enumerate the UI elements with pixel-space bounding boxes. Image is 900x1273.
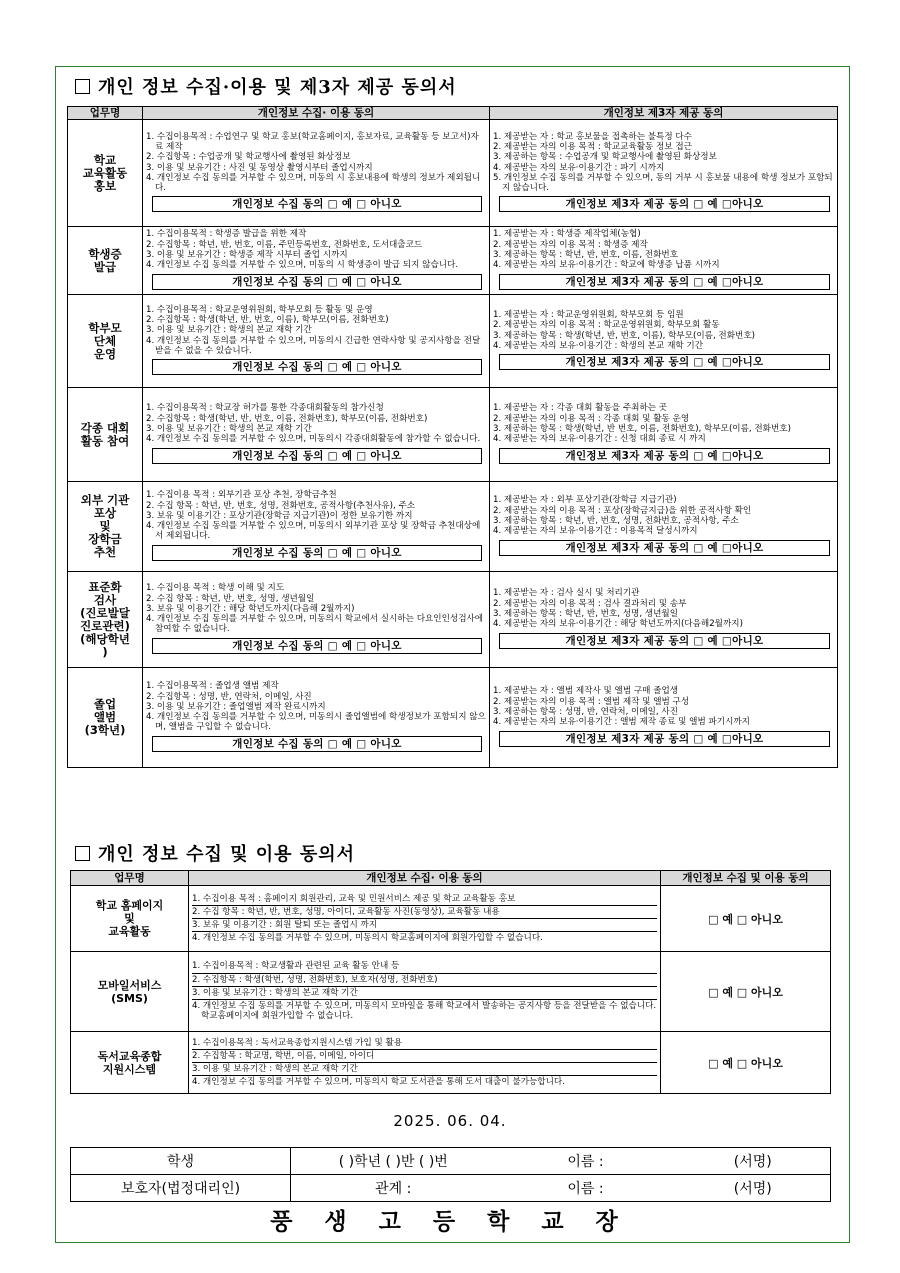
third-party-item: 2. 제공받는 자의 이용 목적 : 학교운영위원회, 학부모회 활동: [493, 320, 720, 331]
student-signature-field[interactable]: (서명): [676, 1148, 831, 1175]
third-party-items: [493, 686, 834, 727]
third-party-item: 3. 제공하는 항목 : 학생(학년, 반, 번호, 이름), 학부모(이름, 전화번호): [493, 330, 755, 341]
collection-item: 3. 이용 및 보유기간 : 학생의 본교 재학 기간: [192, 1063, 657, 1076]
collection-item: 2. 수집항목 : 학교명, 학번, 이름, 이메일, 아이디: [192, 1050, 657, 1063]
consent-yes-no-checkbox[interactable]: □ 예 □ 아니오: [661, 886, 831, 952]
consent-table-collection: [70, 870, 831, 1094]
consent-table-collection-and-third-party: [67, 106, 838, 768]
collection-item: 4. 개인정보 수집 동의를 거부할 수 있으며, 미동의시 졸업앨범에 학생정보가 포함되지 않으며, 앨범을 구입할 수 없습니다.: [146, 712, 486, 733]
third-party-item: 1. 제공받는 자 : 검사 실시 및 처리기관: [493, 588, 640, 599]
collection-items: [192, 960, 657, 1022]
consent-row: [68, 668, 838, 768]
collection-items: [146, 403, 486, 444]
task-name: 학교 홈페이지 및 교육활동: [71, 886, 189, 952]
collection-consent-checkbox[interactable]: 개인정보 수집 동의 □ 예 □ 아니오: [152, 638, 482, 654]
collection-item: 2. 수집항목 : 학년, 반, 번호, 이름, 주민등록번호, 전화번호, 도서대출코드: [146, 239, 423, 250]
third-party-consent-checkbox[interactable]: 개인정보 제3자 제공 동의 □ 예 □아니오: [499, 633, 830, 649]
third-party-item: 2. 제공받는 자의 이용 목적 : 검사 결과처리 및 송부: [493, 598, 687, 609]
collection-items: [192, 1037, 657, 1089]
collection-items: [146, 132, 486, 194]
third-party-cell: [490, 227, 838, 295]
collection-item: 4. 개인정보 수집 동의를 거부할 수 있으며, 미동의시 각종대회활동에 참가할 수 없습니다.: [146, 434, 481, 445]
header-collection: 개인정보 수집· 이용 동의: [189, 871, 661, 886]
consent-row: [71, 886, 831, 952]
collection-item: 3. 이용 및 보유기간 : 학생증 제작 시부터 졸업 시까지: [146, 250, 348, 260]
collection-item: 4. 개인정보 수집 동의를 거부할 수 있으며, 미동의시 학교홈페이지에 회원가입할 수 없습니다.: [192, 933, 543, 944]
student-label: 학생: [71, 1148, 291, 1175]
third-party-item: 4. 제공받는 자의 보유·이용기간 : 이용목적 달성시까지: [493, 526, 698, 537]
collection-item: 1. 수집이용 목적 : 외부기관 포상 추천, 장학금추천: [146, 490, 337, 501]
third-party-item: 5. 개인정보 수집 동의를 거부할 수 있으며, 동의 거부 시 홍보물 내용에 학생 정보가 포함되지 않습니다.: [493, 172, 833, 194]
third-party-cell: [490, 388, 838, 482]
third-party-cell: [490, 482, 838, 572]
collection-item: 3. 이용 및 보유기간 : 학생의 본교 재학 기간: [192, 987, 657, 1000]
collection-cell: [143, 668, 490, 768]
third-party-consent-checkbox[interactable]: 개인정보 제3자 제공 동의 □ 예 □아니오: [499, 448, 830, 464]
section2-title: 개인 정보 수집 및 이용 동의서: [75, 840, 355, 866]
header-task: 업무명: [68, 107, 143, 120]
collection-cell: [189, 952, 661, 1032]
collection-cell: [189, 886, 661, 952]
third-party-consent-checkbox[interactable]: 개인정보 제3자 제공 동의 □ 예 □아니오: [499, 274, 830, 290]
header-collection: 개인정보 수집· 이용 동의: [143, 107, 490, 120]
collection-consent-checkbox[interactable]: 개인정보 수집 동의 □ 예 □ 아니오: [152, 448, 482, 464]
task-name: 모바일서비스 (SMS): [71, 952, 189, 1032]
collection-item: 1. 수집이용 목적 : 홈페이지 회원관리, 교육 및 민원서비스 제공 및 학교 교육활동 홍보: [192, 893, 657, 906]
guardian-label: 보호자(법정대리인): [71, 1175, 291, 1202]
third-party-item: 4. 제공받는 자의 보유·이용기간 : 파기 시까지: [493, 162, 665, 173]
consent-row: [68, 295, 838, 388]
third-party-item: 1. 제공받는 자 : 학교운영위원회, 학부모회 등 임원: [493, 309, 684, 320]
collection-item: 4. 개인정보 수집 동의를 거부할 수 있으며, 미동의 시 학생증이 발급 되지 않습니다.: [146, 260, 459, 271]
consent-row: [68, 388, 838, 482]
third-party-item: 4. 제공받는 자의 보유·이용기간 : 학교에 학생증 납품 시까지: [493, 260, 720, 271]
collection-item: 1. 수집이용목적 : 독서교육종합지원시스템 가입 및 활용: [192, 1037, 657, 1050]
collection-item: 4. 개인정보 수집 동의를 거부할 수 있으며, 미동의시 모바일을 통해 학교에서 발송하는 공지사항 등을 전달받을 수 없습니다.학교홈페이지에 회원가입할 수 없습니다.: [192, 1001, 657, 1022]
task-name: 학생증 발급: [68, 227, 143, 295]
third-party-item: 3. 제공하는 항목 : 성명, 반, 연락처, 이메일, 사진: [493, 707, 679, 717]
guardian-signature-field[interactable]: (서명): [676, 1175, 831, 1202]
third-party-item: 2. 제공받는 자의 이용 목적 : 학생증 제작: [493, 239, 648, 250]
third-party-item: 2. 제공받는 자의 이용 목적 : 학교교육활동 정보 접근: [493, 141, 692, 152]
collection-item: 3. 이용 및 보유기간 : 졸업앨범 제작 완료시까지: [146, 701, 326, 712]
third-party-consent-checkbox[interactable]: 개인정보 제3자 제공 동의 □ 예 □아니오: [499, 196, 830, 212]
collection-item: 2. 수집 항목 : 학년, 반, 번호, 성명, 전화번호, 공적사항(추천사유), 주소: [146, 500, 416, 511]
collection-item: 2. 수집항목 : 수업공개 및 학교행사에 촬영된 화상정보: [146, 152, 351, 163]
third-party-consent-checkbox[interactable]: 개인정보 제3자 제공 동의 □ 예 □아니오: [499, 354, 830, 370]
collection-item: 2. 수집항목 : 학생(학년, 반, 번호, 이름, 전화번호), 학부모(이름, 전화번호): [146, 413, 428, 424]
guardian-name-field[interactable]: 이름 :: [496, 1175, 676, 1202]
student-name-field[interactable]: 이름 :: [496, 1148, 676, 1175]
third-party-items: [493, 588, 834, 629]
third-party-item: 2. 제공받는 자의 이용 목적 : 포상(장학금지급)을 위한 공적사항 확인: [493, 505, 752, 516]
third-party-item: 2. 제공받는 자의 이용 목적 : 앨범 제작 및 앨범 구성: [493, 696, 690, 707]
collection-item: 1. 수집이용목적 : 학교생활과 관련된 교육 활동 안내 등: [192, 960, 657, 973]
collection-item: 1. 수집이용 목적 : 학생 이해 및 지도: [146, 583, 285, 594]
collection-consent-checkbox[interactable]: 개인정보 수집 동의 □ 예 □ 아니오: [152, 545, 482, 561]
collection-item: 3. 이용 및 보유기간 : 사진 및 동영상 촬영시부터 졸업시까지: [146, 162, 373, 173]
consent-yes-no-checkbox[interactable]: □ 예 □ 아니오: [661, 1032, 831, 1094]
third-party-item: 3. 제공하는 항목 : 학년, 반, 번호, 성명, 생년월일: [493, 609, 679, 619]
third-party-consent-checkbox[interactable]: 개인정보 제3자 제공 동의 □ 예 □아니오: [499, 731, 830, 747]
signature-table: [70, 1147, 831, 1202]
consent-row: [68, 120, 838, 227]
collection-item: 4. 개인정보 수집 동의를 거부할 수 있으며, 미동의 시 홍보내용에 학생의 정보가 제외됩니다.: [146, 172, 481, 194]
collection-item: 3. 보유 및 이용기간 : 회원 탈퇴 또는 졸업시 까지: [192, 919, 657, 932]
header-task: 업무명: [71, 871, 189, 886]
collection-item: 2. 수집항목 : 성명, 반, 연락처, 이메일, 사진: [146, 691, 312, 702]
third-party-items: [493, 495, 834, 536]
third-party-item: 1. 제공받는 자 : 학교 홍보물을 접촉하는 불특정 다수: [493, 131, 692, 142]
collection-cell: [143, 482, 490, 572]
third-party-items: [493, 132, 834, 194]
collection-items: [192, 893, 657, 945]
document-date: 2025. 06. 04.: [393, 1112, 507, 1130]
collection-item: 2. 수집항목 : 학생(학년, 반, 번호, 이름), 학부모(이름, 전화번호): [146, 315, 389, 326]
task-name: 학부모 단체 운영: [68, 295, 143, 388]
task-name: 표준화 검사 (진로발달 진로관련) (해당학년 ): [68, 572, 143, 668]
third-party-item: 1. 제공받는 자 : 각종 대회 활동을 주최하는 곳: [493, 403, 668, 414]
third-party-consent-checkbox[interactable]: 개인정보 제3자 제공 동의 □ 예 □아니오: [499, 540, 830, 556]
header-consent: 개인정보 수집 및 이용 동의: [661, 871, 831, 886]
collection-item: 3. 보유 및 이용기간 : 해당 학년도까지(다음해 2월까지): [146, 603, 355, 614]
collection-item: 4. 개인정보 수집 동의를 거부할 수 있으며, 미동의시 학교에서 실시하는 다요인인성검사에 참여할 수 없습니다.: [146, 614, 484, 635]
third-party-cell: [490, 668, 838, 768]
third-party-item: 3. 제공하는 항목 : 학생(학년, 반 번호, 이름, 전화번호), 학부모(이름, 전화번호): [493, 424, 791, 434]
collection-item: 1. 수집이용목적 : 졸업생 앨범 제작: [146, 681, 279, 692]
header-third-party: 개인정보 제3자 제공 동의: [490, 107, 838, 120]
task-name: 독서교육종합 지원시스템: [71, 1032, 189, 1094]
consent-row: [71, 952, 831, 1032]
collection-items: [146, 229, 486, 270]
collection-cell: [143, 120, 490, 227]
student-grade-class-number-field[interactable]: ( )학년 ( )반 ( )번: [291, 1148, 496, 1175]
third-party-items: [493, 310, 834, 351]
collection-item: 4. 개인정보 수집 동의를 거부할 수 있으며, 미동의시 외부기관 포상 및 장학금 추천대상에서 제외됩니다.: [146, 521, 481, 542]
collection-item: 4. 개인정보 수집 동의를 거부할 수 있으며, 미동의시 학교 도서관을 통해 도서 대출이 불가능합니다.: [192, 1077, 565, 1088]
task-name: 외부 기관 포상 및 장학금 추천: [68, 482, 143, 572]
consent-row: [68, 572, 838, 668]
collection-item: 1. 수집이용목적 : 학교장 허가를 통한 각종대회활동의 참가신청: [146, 403, 384, 414]
third-party-item: 4. 제공받는 자의 보유·이용기간 : 신청 대회 종료 시 까지: [493, 434, 706, 445]
third-party-item: 2. 제공받는 자의 이용 목적 : 각종 대회 및 활동 운영: [493, 413, 690, 424]
collection-item: 1. 수집이용목적 : 학생증 발급을 위한 제작: [146, 229, 307, 240]
collection-item: 3. 보유 및 이용기간 : 포상기관(장학금 지급기관)이 정한 보유기한 까지: [146, 510, 413, 521]
third-party-item: 3. 제공하는 항목 : 학년, 반, 번호, 이름, 전화번호: [493, 250, 679, 260]
collection-item: 4. 개인정보 수집 동의를 거부할 수 있으며, 미동의시 긴급한 연락사항 및 공지사항을 전달 받을 수 없을 수 있습니다.: [146, 335, 481, 356]
collection-items: [146, 490, 486, 541]
task-name: 졸업 앨범 (3학년): [68, 668, 143, 768]
third-party-item: 3. 제공하는 항목 : 학년, 반, 번호, 성명, 전화번호, 공적사항, 주소: [493, 516, 739, 526]
collection-cell: [143, 388, 490, 482]
third-party-cell: [490, 295, 838, 388]
third-party-items: [493, 403, 834, 444]
collection-items: [146, 681, 486, 732]
consent-row: [71, 1032, 831, 1094]
third-party-item: 4. 제공받는 자의 보유·이용기간 : 학생의 본교 재학 기간: [493, 340, 704, 351]
guardian-relation-field[interactable]: 관계 :: [291, 1175, 496, 1202]
third-party-item: 4. 제공받는 자의 보유·이용기간 : 앨범 제작 종료 및 앨범 파기시까지: [493, 717, 750, 728]
collection-cell: [143, 572, 490, 668]
section1-title: 개인 정보 수집·이용 및 제3자 제공 동의서: [75, 73, 457, 99]
consent-yes-no-checkbox[interactable]: □ 예 □ 아니오: [661, 952, 831, 1032]
third-party-item: 1. 제공받는 자 : 학생증 제작업체(농협): [493, 229, 641, 240]
collection-item: 3. 이용 및 보유기간 : 학생의 본교 재학 기간: [146, 424, 312, 434]
third-party-item: 3. 제공하는 항목 : 수업공개 및 학교행사에 촬영된 화상정보: [493, 152, 717, 163]
school-principal: 풍 생 고 등 학 교 장: [270, 1208, 630, 1235]
third-party-item: 1. 제공받는 자 : 외부 포상기관(장학금 지급기관): [493, 495, 677, 506]
collection-item: 1. 수집이용목적 : 수업연구 및 학교 홍보(학교홈페이지, 홍보자료, 교육활동 등 보고서)자료 제작: [146, 131, 479, 152]
collection-item: 2. 수집항목 : 학생(학번, 성명, 전화번호), 보호자(성명, 전화번호): [192, 974, 657, 987]
collection-items: [146, 305, 486, 356]
task-name: 학교 교육활동 홍보: [68, 120, 143, 227]
collection-cell: [143, 227, 490, 295]
collection-items: [146, 583, 486, 634]
third-party-cell: [490, 572, 838, 668]
checkbox-square-icon: [75, 79, 90, 94]
collection-cell: [143, 295, 490, 388]
collection-item: 1. 수집이용목적 : 학교운영위원회, 학부모회 등 활동 및 운영: [146, 304, 373, 315]
collection-item: 2. 수집 항목 : 학년, 반, 번호, 성명, 생년월일: [146, 593, 315, 604]
collection-consent-checkbox[interactable]: 개인정보 수집 동의 □ 예 □ 아니오: [152, 359, 482, 375]
collection-consent-checkbox[interactable]: 개인정보 수집 동의 □ 예 □ 아니오: [152, 274, 482, 290]
third-party-item: 4. 제공받는 자의 보유·이용기간 : 해당 학년도까지(다음해2월까지): [493, 619, 743, 630]
third-party-item: 1. 제공받는 자 : 앨범 제작사 및 앨범 구매 졸업생: [493, 686, 679, 697]
third-party-items: [493, 229, 834, 270]
consent-row: [68, 482, 838, 572]
collection-consent-checkbox[interactable]: 개인정보 수집 동의 □ 예 □ 아니오: [152, 736, 482, 752]
collection-item: 3. 이용 및 보유기간 : 학생의 본교 재학 기간: [146, 325, 312, 336]
consent-row: [68, 227, 838, 295]
task-name: 각종 대회 활동 참여: [68, 388, 143, 482]
checkbox-square-icon: [75, 846, 90, 861]
collection-consent-checkbox[interactable]: 개인정보 수집 동의 □ 예 □ 아니오: [152, 196, 482, 212]
collection-item: 2. 수집 항목 : 학년, 반, 번호, 성명, 아이디, 교육활동 사진(동영상), 교육활동 내용: [192, 906, 657, 919]
collection-cell: [189, 1032, 661, 1094]
third-party-cell: [490, 120, 838, 227]
